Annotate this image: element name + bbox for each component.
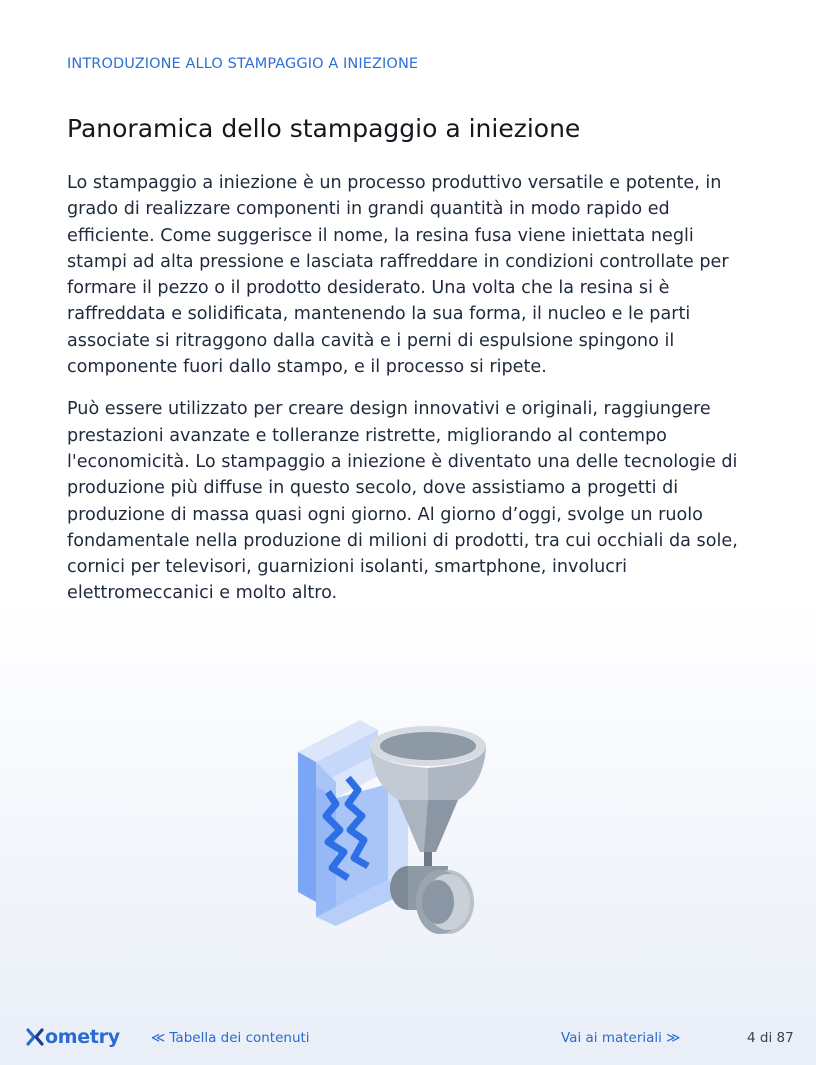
- xometry-x-logo-icon: [26, 1028, 44, 1046]
- next-section-link[interactable]: Vai ai materiali ≫: [561, 1030, 681, 1046]
- injection-molding-icon: [288, 712, 493, 942]
- logo-text: ometry: [45, 1026, 120, 1048]
- section-kicker: INTRODUZIONE ALLO STAMPAGGIO A INIEZIONE: [67, 56, 419, 72]
- paragraph: Lo stampaggio a iniezione è un processo produttivo versatile e potente, in grado di realizzare componenti in grandi quantità in modo rapido ed efficiente. Come suggerisce il nome, la resina fusa viene iniettata negli stampi ad alta pressione e lasciata raffreddare in condizioni controllate per formare il pezzo o il prodotto desiderato. Una volta che la resina si è raffreddata e solidificata, mantenendo la sua forma, il nucleo e le parti associate si ritraggono dalla cavità e i perni di espulsione spingono il componente fuori dallo stampo, e il processo si ripete.: [67, 173, 729, 378]
- xometry-logo[interactable]: [26, 1026, 120, 1048]
- page-footer: [0, 1022, 816, 1054]
- page-number: 4 di 87: [747, 1030, 794, 1046]
- table-of-contents-link[interactable]: ≪ Tabella dei contenuti: [151, 1030, 310, 1046]
- injection-molding-illustration: [288, 712, 493, 946]
- paragraph: Può essere utilizzato per creare design innovativi e originali, raggiungere prestazioni avanzate e tolleranze ristrette, migliorando al contempo l'economicità. Lo stampaggio a iniezione è diventato una delle tecnologie di produzione più diffuse in questo secolo, dove assistiamo a progetti di produzione di massa quasi ogni giorno. Al giorno d’oggi, svolge un ruolo fondamentale nella produzione di milioni di prodotti, tra cui occhiali da sole, cornici per televisori, guarnizioni isolanti, smartphone, involucri elettromeccanici e molto altro.: [67, 399, 738, 604]
- body-text: [67, 170, 757, 623]
- page-title: Panoramica dello stampaggio a iniezione: [67, 114, 581, 143]
